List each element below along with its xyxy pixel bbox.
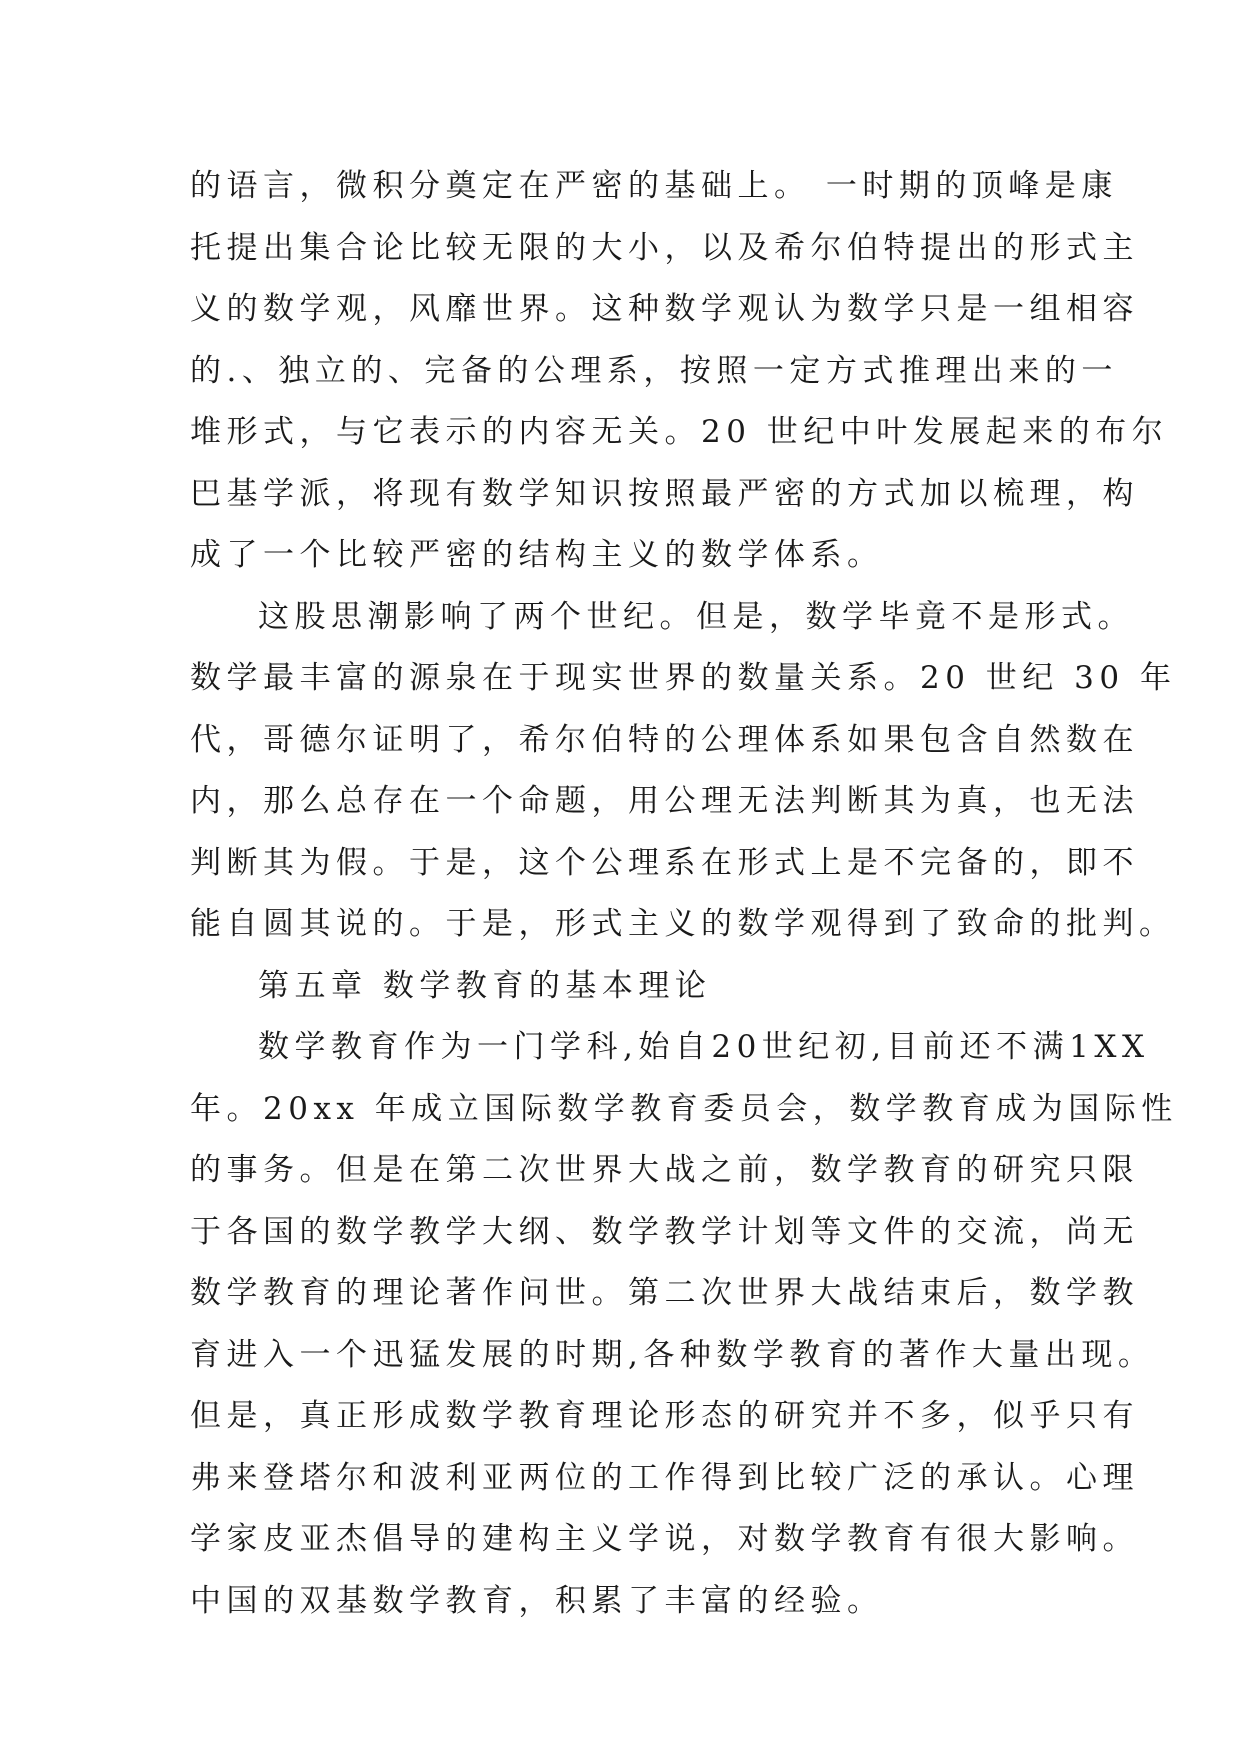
text-line: 数学教育的理论著作问世。第二次世界大战结束后，数学教 bbox=[190, 1275, 1139, 1311]
text-line: 义的数学观，风靡世界。这种数学观认为数学只是一组相容 bbox=[190, 291, 1139, 327]
body-text bbox=[190, 156, 1178, 1632]
text-line: 巴基学派，将现有数学知识按照最严密的方式加以梳理，构 bbox=[190, 475, 1139, 512]
paragraph-start-line: 数学教育作为一门学科,始自20世纪初,目前还不满1XX bbox=[258, 1029, 1150, 1065]
text-line: 中国的双基数学教育，积累了丰富的经验。 bbox=[190, 1582, 884, 1619]
text-line: 堆形式，与它表示的内容无关。20 世纪中叶发展起来的布尔 bbox=[190, 414, 1169, 450]
chapter-heading: 第五章 数学教育的基本理论 bbox=[258, 967, 712, 1004]
text-line: 内，那么总存在一个命题，用公理无法判断其为真，也无法 bbox=[190, 783, 1139, 819]
text-line: 但是，真正形成数学教育理论形态的研究并不多，似乎只有 bbox=[190, 1398, 1139, 1434]
text-line: 托提出集合论比较无限的大小，以及希尔伯特提出的形式主 bbox=[190, 229, 1139, 266]
text-line: 的语言，微积分奠定在严密的基础上。 一时期的顶峰是康 bbox=[190, 168, 1118, 204]
text-line: 判断其为假。于是，这个公理系在形式上是不完备的，即不 bbox=[190, 844, 1139, 881]
paragraph-start-line: 这股思潮影响了两个世纪。但是，数学毕竟不是形式。 bbox=[258, 598, 1134, 635]
text-line: 于各国的数学教学大纲、数学教学计划等文件的交流，尚无 bbox=[190, 1213, 1139, 1250]
text-line: 的事务。但是在第二次世界大战之前，数学教育的研究只限 bbox=[190, 1152, 1139, 1188]
text-line: 数学最丰富的源泉在于现实世界的数量关系。20 世纪 30 年 bbox=[190, 660, 1177, 696]
text-line: 弗来登塔尔和波利亚两位的工作得到比较广泛的承认。心理 bbox=[190, 1459, 1139, 1496]
text-line: 育进入一个迅猛发展的时期,各种数学教育的著作大量出现。 bbox=[190, 1336, 1155, 1373]
text-line: 成了一个比较严密的结构主义的数学体系。 bbox=[190, 537, 884, 573]
text-line: 年。20xx 年成立国际数学教育委员会，数学教育成为国际性 bbox=[190, 1090, 1178, 1127]
text-line: 的.、独立的、完备的公理系，按照一定方式推理出来的一 bbox=[190, 352, 1118, 389]
text-line: 能自圆其说的。于是，形式主义的数学观得到了致命的批判。 bbox=[190, 906, 1176, 942]
text-line: 代，哥德尔证明了，希尔伯特的公理体系如果包含自然数在 bbox=[190, 721, 1139, 758]
text-line: 学家皮亚杰倡导的建构主义学说，对数学教育有很大影响。 bbox=[190, 1521, 1139, 1557]
